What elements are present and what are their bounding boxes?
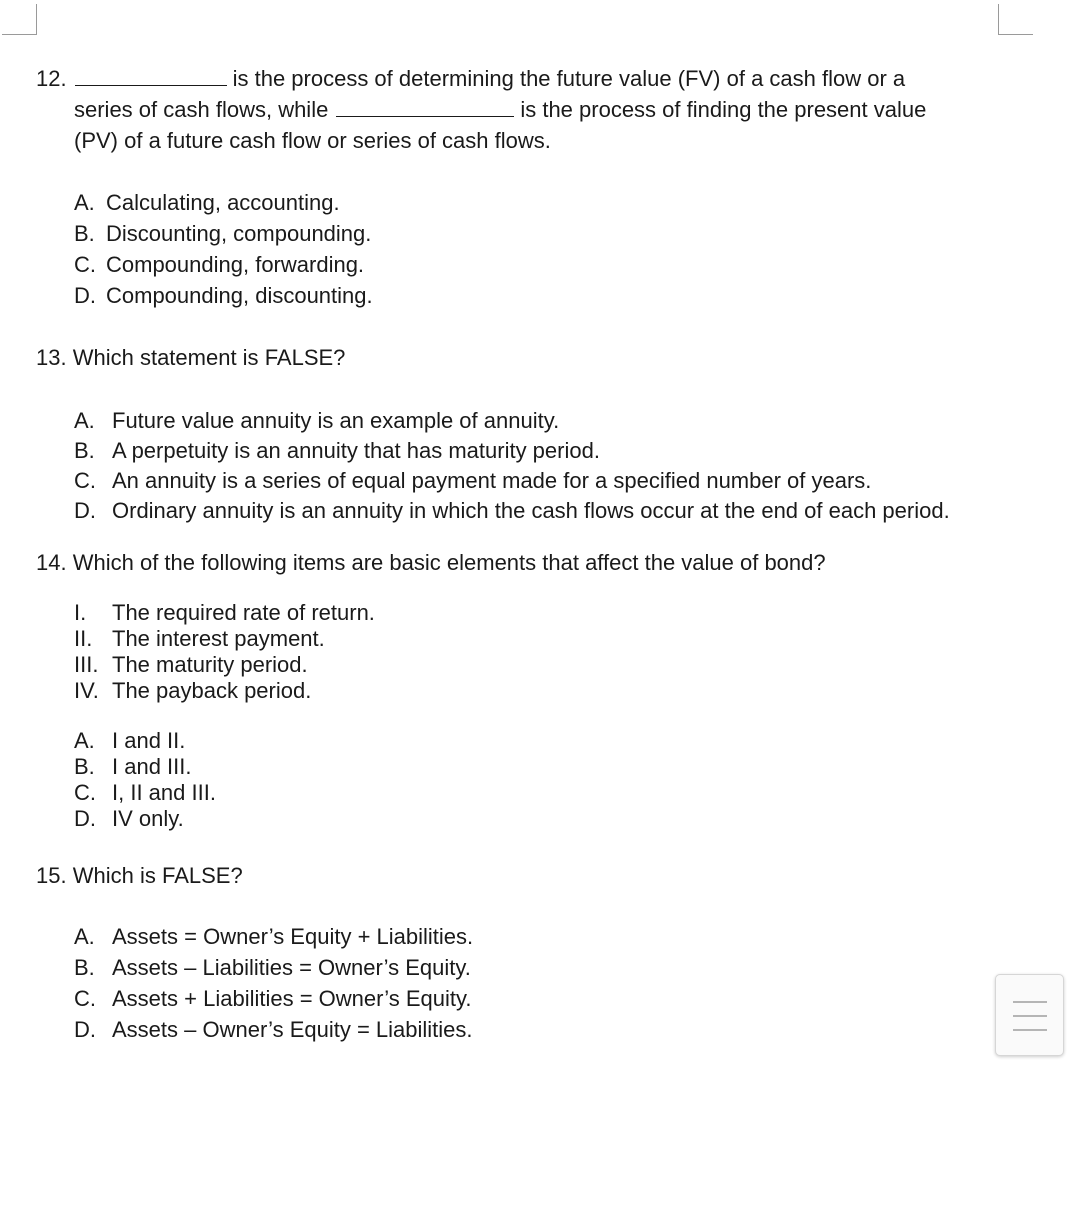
item-text: The required rate of return. [112, 600, 375, 625]
option-label: A. [74, 728, 95, 753]
option-text: I and III. [112, 754, 192, 779]
question-12-stem-line-2 [74, 94, 926, 125]
option-label: D. [74, 1017, 96, 1042]
option-text: Assets = Owner’s Equity + Liabilities. [112, 924, 474, 949]
option-d [74, 1014, 473, 1045]
question-stem-text: series of cash flows, while [74, 97, 329, 122]
question-13-stem [36, 342, 345, 373]
option-c [74, 780, 216, 806]
item-label: I. [74, 600, 87, 625]
option-c [74, 465, 871, 496]
option-text: Ordinary annuity is an annuity in which the cash flows occur at the end of each period. [112, 498, 950, 523]
question-stem-text: Which of the following items are basic elements that affect the value of bond? [72, 550, 826, 575]
question-stem-text: ? [333, 345, 346, 370]
question-stem-text: Which statement is [72, 345, 259, 370]
option-b [74, 435, 600, 466]
option-text: Discounting, compounding. [106, 221, 372, 246]
option-text: IV only. [112, 806, 184, 831]
item-label: III. [74, 652, 99, 677]
option-text: Compounding, discounting. [106, 283, 373, 308]
option-c [74, 983, 472, 1014]
option-a [74, 921, 473, 952]
roman-item-4 [74, 678, 311, 704]
option-text: A perpetuity is an annuity that has maturity period. [112, 438, 600, 463]
option-label: C. [74, 252, 96, 277]
question-stem-text: Which is [72, 863, 156, 888]
option-label: C. [74, 780, 96, 805]
answer-blank [336, 115, 514, 117]
option-text: Calculating, accounting. [106, 190, 340, 215]
item-text: The maturity period. [112, 652, 308, 677]
option-label: A. [74, 408, 95, 433]
option-b [74, 218, 371, 249]
option-text: I, II and III. [112, 780, 216, 805]
question-stem-emphasis: FALSE [161, 863, 231, 888]
answer-blank [75, 84, 227, 86]
option-d [74, 495, 950, 526]
question-stem-emphasis: FALSE [264, 345, 334, 370]
option-d [74, 280, 373, 311]
option-label: D. [74, 283, 96, 308]
option-label: B. [74, 754, 95, 779]
option-text: Compounding, forwarding. [106, 252, 365, 277]
option-label: B. [74, 438, 95, 463]
option-label: B. [74, 955, 95, 980]
roman-item-3 [74, 652, 308, 678]
option-b [74, 754, 192, 780]
option-text: Future value annuity is an example of annuity. [112, 408, 560, 433]
roman-item-2 [74, 626, 325, 652]
page-corner-mark-top-left [2, 4, 37, 35]
question-12-stem-line-1 [36, 63, 905, 94]
option-label: C. [74, 986, 96, 1011]
option-label: B. [74, 221, 95, 246]
question-stem-text: is the process of finding the present value [520, 97, 927, 122]
option-d [74, 806, 184, 832]
item-text: The payback period. [112, 678, 312, 703]
item-text: The interest payment. [112, 626, 325, 651]
question-number: 15. [36, 863, 67, 888]
option-text: I and II. [112, 728, 186, 753]
option-label: D. [74, 498, 96, 523]
item-label: II. [74, 626, 93, 651]
option-a [74, 187, 340, 218]
question-number: 14. [36, 550, 67, 575]
question-stem-text: is the process of determining the future value (FV) of a cash flow or a [232, 66, 906, 91]
option-label: A. [74, 190, 95, 215]
page-corner-mark-top-right [998, 4, 1033, 35]
question-number: 13. [36, 345, 67, 370]
question-14-stem [36, 547, 826, 578]
question-stem-text: ? [230, 863, 243, 888]
option-label: D. [74, 806, 96, 831]
roman-item-1 [74, 600, 375, 626]
option-c [74, 249, 364, 280]
option-text: Assets + Liabilities = Owner’s Equity. [112, 986, 472, 1011]
option-text: An annuity is a series of equal payment made for a specified number of years. [112, 468, 872, 493]
hamburger-menu-button[interactable] [995, 974, 1064, 1056]
option-text: Assets – Liabilities = Owner’s Equity. [112, 955, 471, 980]
item-label: IV. [74, 678, 99, 703]
option-b [74, 952, 471, 983]
question-15-stem [36, 860, 243, 891]
option-label: A. [74, 924, 95, 949]
option-label: C. [74, 468, 96, 493]
option-text: Assets – Owner’s Equity = Liabilities. [112, 1017, 473, 1042]
option-a [74, 728, 185, 754]
option-a [74, 405, 559, 436]
question-12-stem-line-3: (PV) of a future cash flow or series of cash flows. [74, 128, 551, 153]
question-number: 12. [36, 66, 67, 91]
